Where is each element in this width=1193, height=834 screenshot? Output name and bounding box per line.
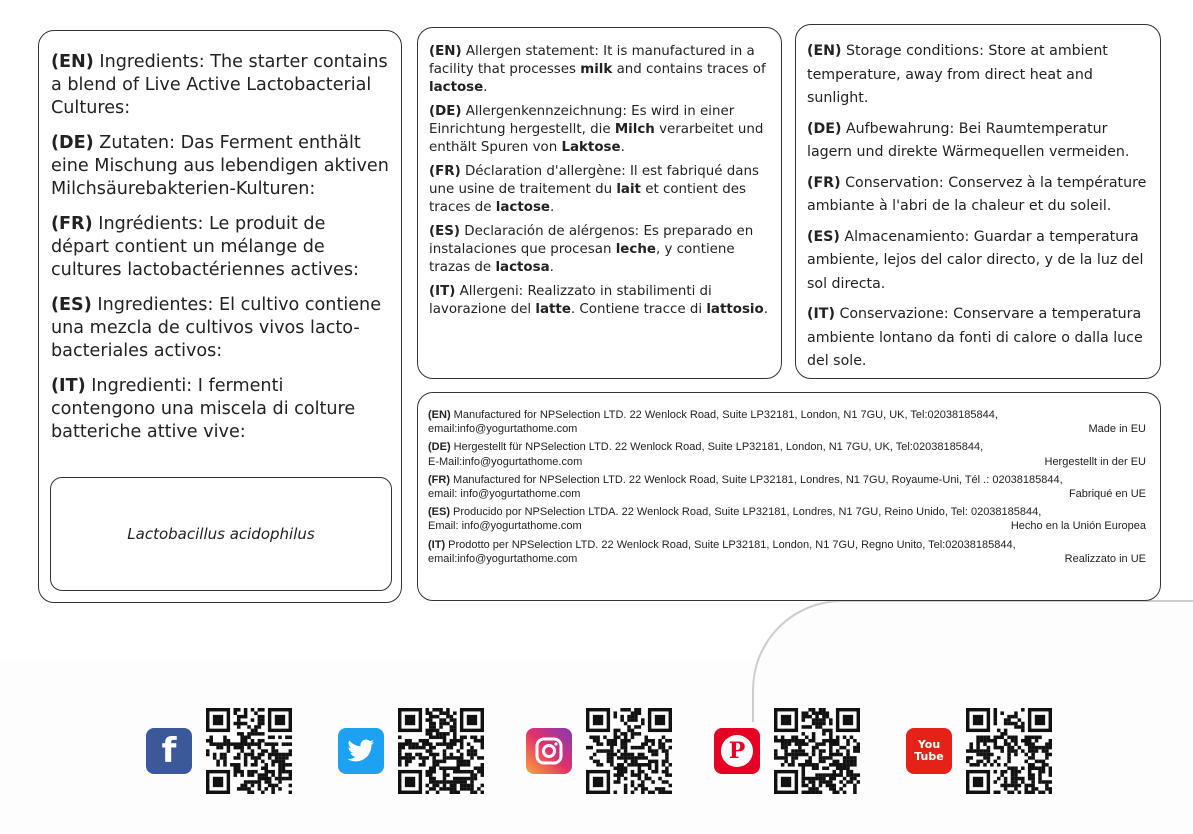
manufacturer-box — [417, 392, 1161, 601]
qr-code[interactable] — [586, 708, 672, 794]
ingredients-fr: (FR) Ingrédients: Le produit de départ contient un mélange de cultures lactobactériennes actives: — [51, 214, 359, 280]
storage-de: (DE) Aufbewahrung: Bei Raumtemperatur lagern und direkte Wärmequellen vermeiden. — [807, 120, 1130, 160]
made-in-label: Hergestellt in der EU — [1044, 455, 1146, 468]
made-in-label: Fabriqué en UE — [1068, 488, 1146, 501]
culture-species: Lactobacillus acidophilus — [127, 524, 315, 543]
allergen-en: (EN) Allergen statement: It is manufactured in a facility that processes milk and contains traces of lactose. — [429, 44, 766, 95]
manufacturer-de: (DE) Hergestellt für NPSelection LTD. 22 Wenlock Road, Suite LP32181, London, N1 7GU, UK, Tel:02038185844, E-Mail:info@yogurtathome.com Hergestellt in der EU — [428, 441, 1146, 468]
ingredients-de: (DE) Zutaten: Das Ferment enthält eine Mischung aus lebendigen aktiven Milchsäurebakterien-Kulturen: — [51, 133, 389, 199]
storage-es: (ES) Almacenamiento: Guardar a temperatura ambiente, lejos del calor directo, y de la luz del sol directa. — [807, 228, 1144, 292]
label-edge-curve — [752, 600, 1193, 722]
allergen-de: (DE) Allergenkennzeichnung: Es wird in einer Einrichtung hergestellt, die Milch verarbeitet und enthält Spuren von Laktose. — [429, 104, 764, 155]
culture-species-box — [50, 477, 392, 591]
social-twitter[interactable] — [338, 708, 484, 794]
made-in-label: Made in EU — [1088, 423, 1146, 436]
made-in-label: Realizzato in UE — [1064, 552, 1146, 565]
ingredients-es: (ES) Ingredientes: El cultivo contiene una mezcla de cultivos vivos lacto-bacteriales activos: — [51, 295, 382, 361]
allergen-es: (ES) Declaración de alérgenos: Es preparado en instalaciones que procesan leche, y contiene trazas de lactosa. — [429, 224, 754, 275]
ingredients-box — [38, 30, 402, 603]
ingredients-en: (EN) Ingredients: The starter contains a blend of Live Active Lactobacterial Cultures: — [51, 52, 388, 118]
qr-code[interactable] — [206, 708, 292, 794]
social-instagram[interactable] — [526, 708, 672, 794]
social-pinterest[interactable] — [714, 708, 860, 794]
storage-en: (EN) Storage conditions: Store at ambient temperature, away from direct heat and sunlight. — [807, 43, 1108, 106]
manufacturer-fr: (FR) Manufactured for NPSelection LTD. 22 Wenlock Road, Suite LP32181, Londres, N1 7GU, Royaume-Uni, Tél .: 02038185844, email: info@yogurtathome.com Fabriqué en UE — [428, 473, 1146, 501]
allergen-fr: (FR) Déclaration d'allergène: Il est fabriqué dans une usine de traitement du lait et contient des traces de lactose. — [429, 164, 759, 215]
storage-box — [795, 24, 1161, 379]
storage-it: (IT) Conservazione: Conservare a temperatura ambiente lontano da fonti di calore o dalla luce del sole. — [807, 306, 1143, 369]
storage-fr: (FR) Conservation: Conservez à la température ambiante à l'abri de la chaleur et du soleil. — [807, 174, 1147, 214]
manufacturer-it: (IT) Prodotto per NPSelection LTD. 22 Wenlock Road, Suite LP32181, London, N1 7GU, Regno Unito, Tel:02038185844, email:info@yogurtathome.com Realizzato in UE — [428, 538, 1146, 565]
social-facebook[interactable] — [146, 708, 292, 794]
made-in-label: Hecho en la Unión Europea — [1010, 520, 1146, 533]
manufacturer-en: (EN) Manufactured for NPSelection LTD. 22 Wenlock Road, Suite LP32181, London, N1 7GU, UK, Tel:02038185844, email:info@yogurtathome.com Made in EU — [428, 409, 1146, 436]
manufacturer-es: (ES) Producido por NPSelection LTDA. 22 Wenlock Road, Suite LP32181, Londres, N1 7GU, Reino Unido, Tel: 02038185844, Email: info@yogurtathome.com Hecho en la Unión Europea — [428, 506, 1146, 533]
instagram-icon[interactable] — [526, 728, 572, 774]
qr-code[interactable] — [774, 708, 860, 794]
allergen-box — [417, 27, 782, 379]
qr-code[interactable] — [398, 708, 484, 794]
facebook-icon[interactable]: f — [146, 728, 192, 774]
pinterest-icon[interactable]: P — [714, 728, 760, 774]
social-youtube[interactable] — [906, 708, 1052, 794]
twitter-icon[interactable] — [338, 728, 384, 774]
ingredients-it: (IT) Ingredienti: I fermenti contengono una miscela di colture batteriche attive vive: — [51, 376, 356, 442]
youtube-icon[interactable]: You Tube — [906, 728, 952, 774]
qr-code[interactable] — [966, 708, 1052, 794]
allergen-it: (IT) Allergeni: Realizzato in stabilimenti di lavorazione del latte. Contiene tracce di lattosio. — [429, 284, 768, 317]
